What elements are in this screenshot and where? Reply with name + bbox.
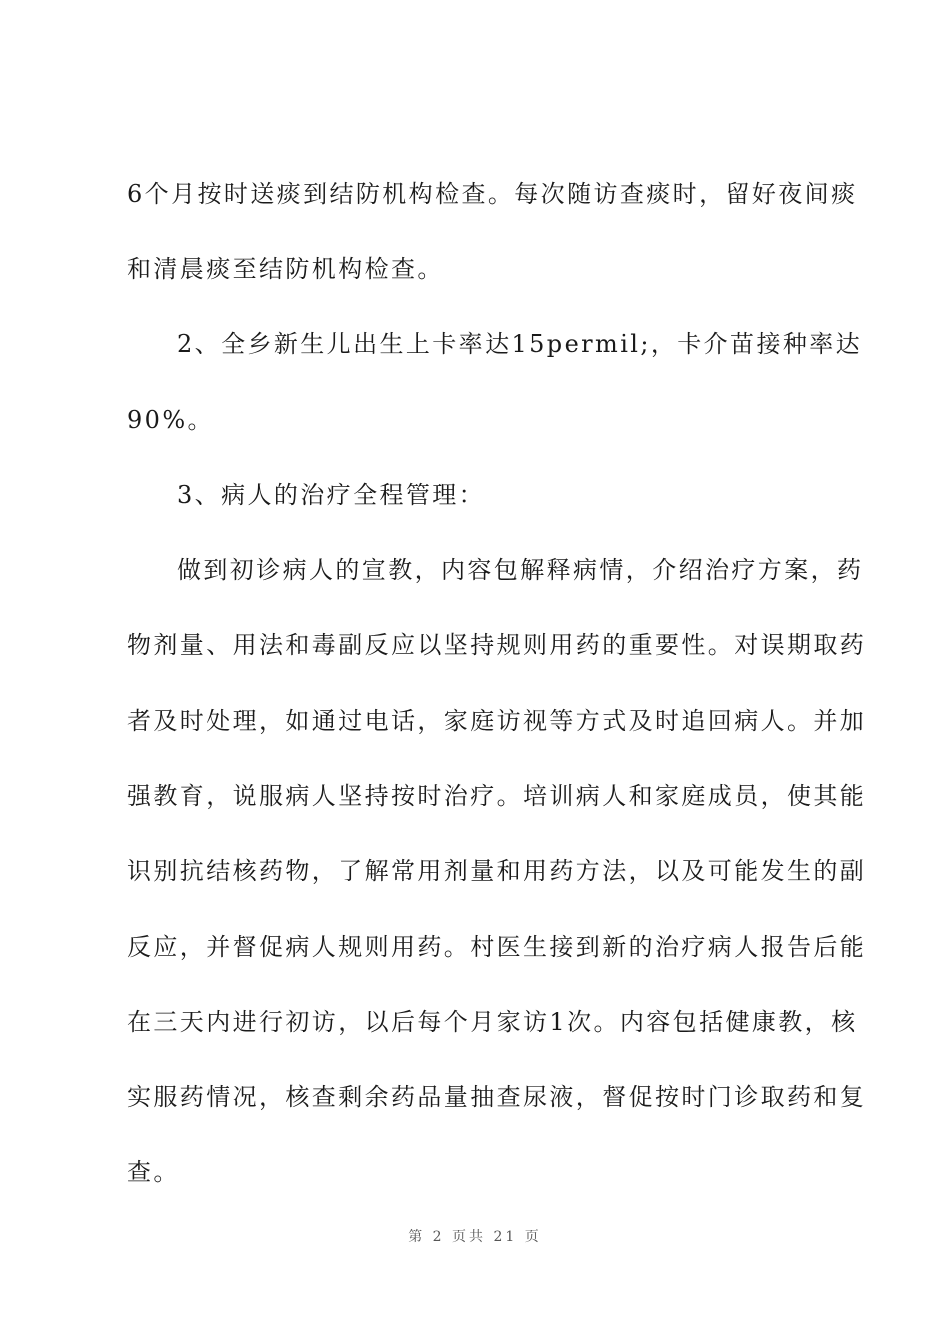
text-line: 3、病人的治疗全程管理： — [177, 481, 486, 509]
text-line: 在三天内进行初访，以后每个月家访1次。内容包括健康教，核 — [127, 1008, 858, 1036]
text-line: 实服药情况，核查剩余药品量抽查尿液，督促按时门诊取药和复 — [127, 1083, 867, 1111]
text-line: 识别抗结核药物，了解常用剂量和用药方法，以及可能发生的副 — [127, 857, 867, 885]
text-line: 反应，并督促病人规则用药。村医生接到新的治疗病人报告后能 — [127, 933, 867, 961]
text-line: 者及时处理，如通过电话，家庭访视等方式及时追回病人。并加 — [127, 707, 867, 735]
text-line: 查。 — [127, 1158, 180, 1186]
text-line: 和清晨痰至结防机构检查。 — [127, 255, 444, 283]
text-line: 90%。 — [127, 406, 214, 434]
text-line: 6个月按时送痰到结防机构检查。每次随访查痰时，留好夜间痰 — [127, 180, 858, 208]
text-line: 物剂量、用法和毒副反应以坚持规则用药的重要性。对误期取药 — [127, 631, 867, 659]
page-number-footer: 第 2 页共 21 页 — [408, 1229, 542, 1245]
text-line: 强教育，说服病人坚持按时治疗。培训病人和家庭成员，使其能 — [127, 782, 867, 810]
text-line: 2、全乡新生儿出生上卡率达15permil;，卡介苗接种率达 — [177, 330, 863, 358]
text-line: 做到初诊病人的宣教，内容包解释病情，介绍治疗方案，药 — [177, 556, 864, 584]
